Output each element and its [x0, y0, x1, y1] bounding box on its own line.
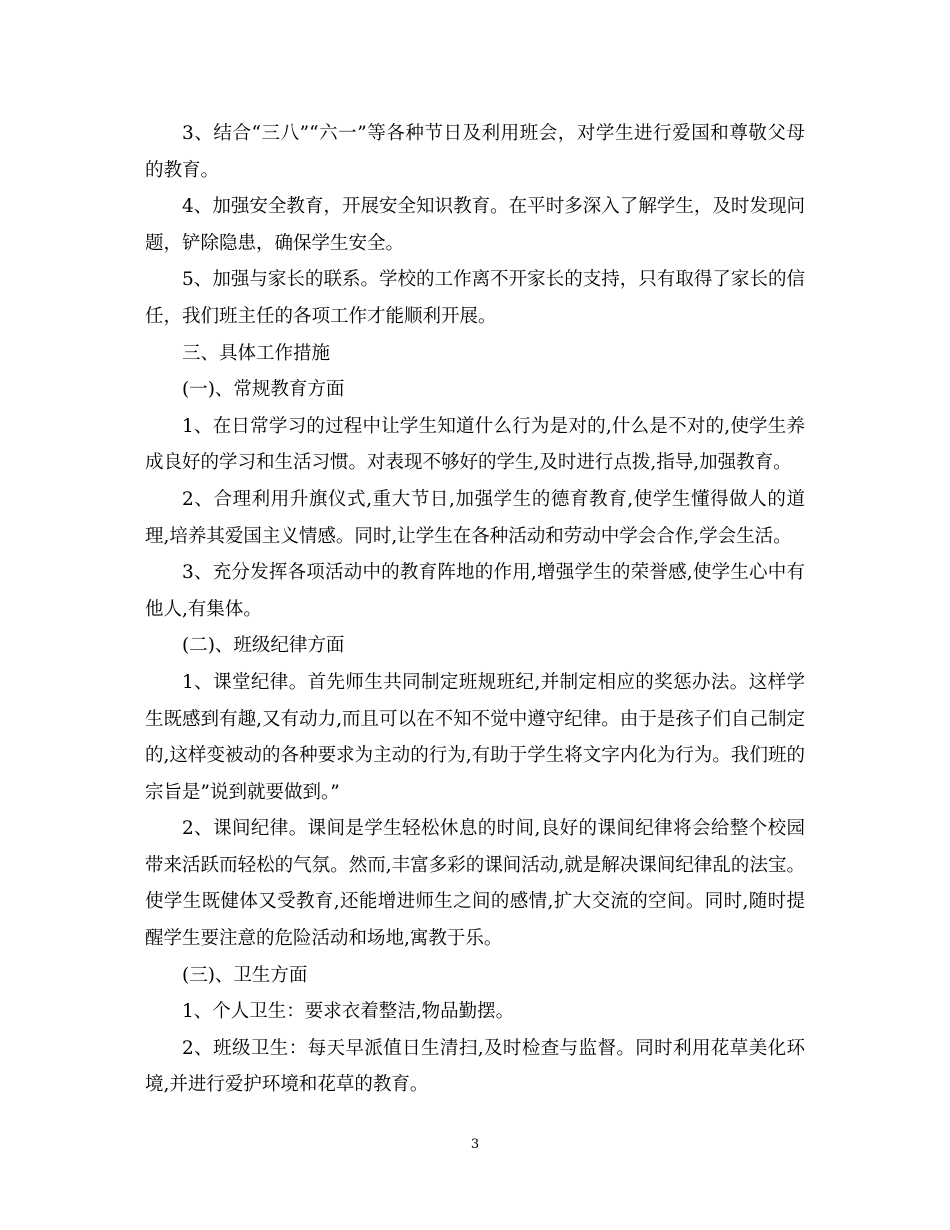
section-heading-measures: 三、具体工作措施	[182, 342, 331, 364]
subsection-heading-discipline: (二)、班级纪律方面	[182, 635, 345, 657]
subsection-heading-routine: (一)、常规教育方面	[182, 379, 345, 401]
page-number: 3	[470, 1137, 480, 1152]
document-body	[145, 116, 805, 1104]
paragraph-item-5-parents: 5、加强与家长的联系。学校的工作离不开家长的支持，只有取得了家长的信任，我们班主任的各项工作才能顺利开展。	[145, 269, 805, 327]
subsection-heading-hygiene: (三)、卫生方面	[182, 964, 308, 986]
paragraph-discipline-1: 1、课堂纪律。首先师生共同制定班规班纪,并制定相应的奖惩办法。这样学生既感到有趣,又有动力,而且可以在不知不觉中遵守纪律。由于是孩子们自己制定的,这样变被动的各种要求为主动的行为,有助于学生将文字内化为行为。我们班的宗旨是”说到就要做到。”	[145, 671, 805, 803]
paragraph-routine-3: 3、充分发挥各项活动中的教育阵地的作用,增强学生的荣誉感,使学生心中有他人,有集体。	[145, 562, 805, 620]
paragraph-discipline-2: 2、课间纪律。课间是学生轻松休息的时间,良好的课间纪律将会给整个校园带来活跃而轻松的气氛。然而,丰富多彩的课间活动,就是解决课间纪律乱的法宝。使学生既健体又受教育,还能增进师生之间的感情,扩大交流的空间。同时,随时提醒学生要注意的危险活动和场地,寓教于乐。	[145, 818, 805, 950]
paragraph-routine-2: 2、合理利用升旗仪式,重大节日,加强学生的德育教育,使学生懂得做人的道理,培养其爱国主义情感。同时,让学生在各种活动和劳动中学会合作,学会生活。	[145, 488, 805, 547]
paragraph-hygiene-1: 1、个人卫生：要求衣着整洁,物品勤摆。	[182, 1001, 515, 1023]
paragraph-routine-1: 1、在日常学习的过程中让学生知道什么行为是对的,什么是不对的,使学生养成良好的学习和生活习惯。对表现不够好的学生,及时进行点拨,指导,加强教育。	[145, 415, 805, 474]
paragraph-item-3-holidays: 3、结合“三八”“六一”等各种节日及利用班会，对学生进行爱国和尊敬父母的教育。	[145, 123, 805, 181]
paragraph-hygiene-2: 2、班级卫生：每天早派值日生清扫,及时检查与监督。同时利用花草美化环境,并进行爱护环境和花草的教育。	[145, 1037, 805, 1096]
paragraph-item-4-safety: 4、加强安全教育，开展安全知识教育。在平时多深入了解学生，及时发现问题，铲除隐患，确保学生安全。	[145, 196, 805, 254]
